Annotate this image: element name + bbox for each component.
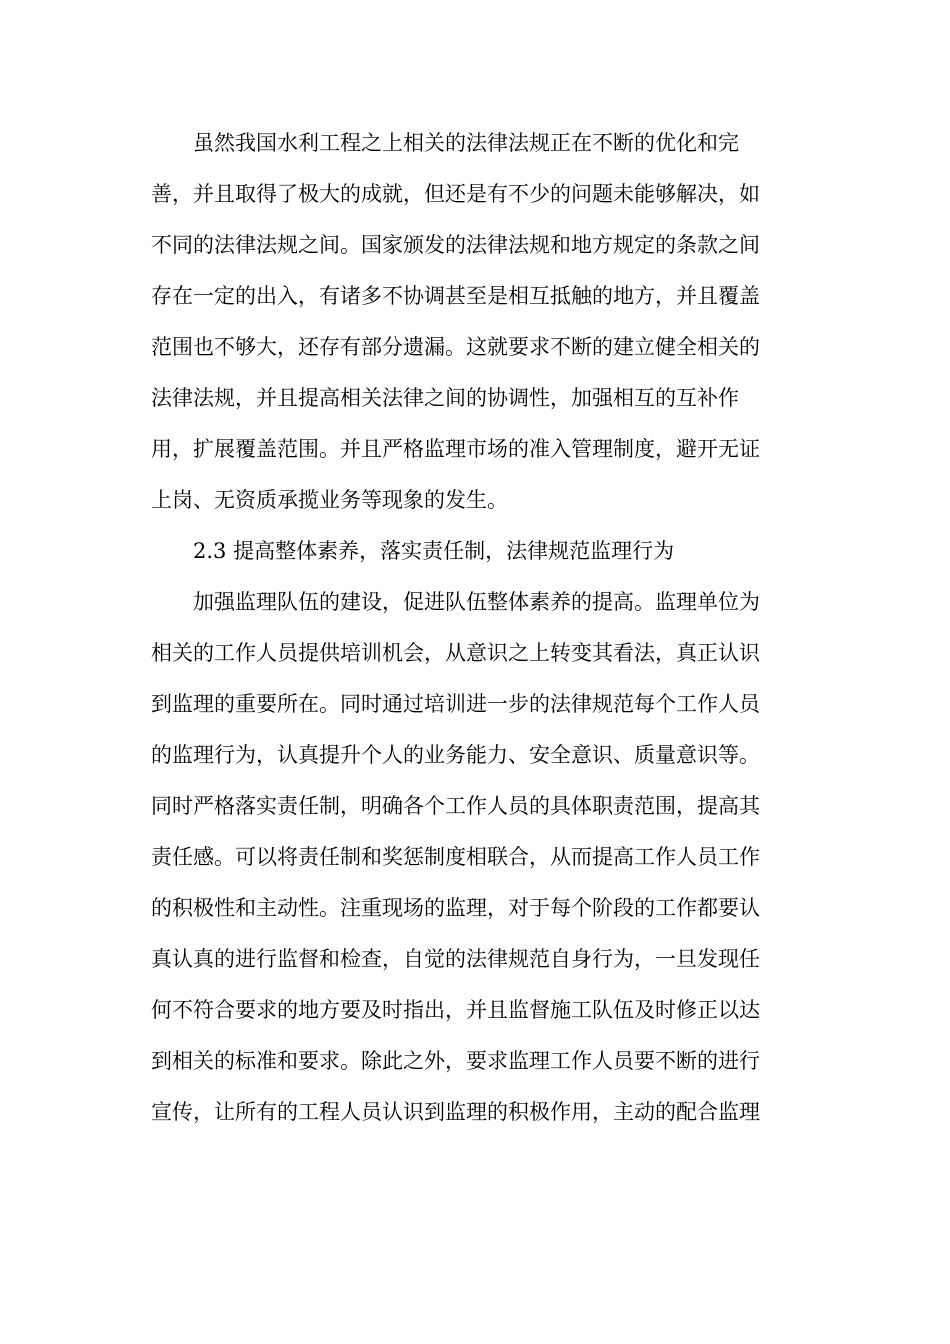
paragraph-line: 用，扩展覆盖范围。并且严格监理市场的准入管理制度，避开无证	[151, 437, 760, 461]
section-heading-text: 2.3 提高整体素养，落实责任制，法律规范监理行为	[193, 539, 675, 563]
paragraph-line: 的监理行为，认真提升个人的业务能力、安全意识、质量意识等。	[151, 743, 760, 767]
paragraph-line: 宣传，让所有的工程人员认识到监理的积极作用，主动的配合监理	[151, 1100, 760, 1124]
paragraph-supervision-team	[151, 577, 811, 1138]
paragraph-line: 范围也不够大，还存有部分遗漏。这就要求不断的建立健全相关的	[151, 335, 760, 359]
paragraph-line: 真认真的进行监督和检查，自觉的法律规范自身行为，一旦发现任	[151, 947, 760, 971]
section-heading	[151, 526, 811, 577]
document-body	[151, 118, 811, 1138]
paragraph-line: 虽然我国水利工程之上相关的法律法规正在不断的优化和完	[193, 131, 739, 155]
paragraph-line: 同时严格落实责任制，明确各个工作人员的具体职责范围，提高其	[151, 794, 760, 818]
paragraph-line: 责任感。可以将责任制和奖惩制度相联合，从而提高工作人员工作	[151, 845, 760, 869]
paragraph-line: 何不符合要求的地方要及时指出，并且监督施工队伍及时修正以达	[151, 998, 760, 1022]
paragraph-line: 的积极性和主动性。注重现场的监理，对于每个阶段的工作都要认	[151, 896, 760, 920]
paragraph-line: 存在一定的出入，有诸多不协调甚至是相互抵触的地方，并且覆盖	[151, 284, 760, 308]
paragraph-line: 不同的法律法规之间。国家颁发的法律法规和地方规定的条款之间	[151, 233, 760, 257]
paragraph-line: 到监理的重要所在。同时通过培训进一步的法律规范每个工作人员	[151, 692, 760, 716]
paragraph-line: 上岗、无资质承揽业务等现象的发生。	[151, 488, 508, 512]
paragraph-line: 善，并且取得了极大的成就，但还是有不少的问题未能够解决，如	[151, 182, 760, 206]
paragraph-line: 相关的工作人员提供培训机会，从意识之上转变其看法，真正认识	[151, 641, 760, 665]
paragraph-line: 加强监理队伍的建设，促进队伍整体素养的提高。监理单位为	[193, 590, 760, 614]
paragraph-line: 到相关的标准和要求。除此之外，要求监理工作人员要不断的进行	[151, 1049, 760, 1073]
paragraph-legal-framework	[151, 118, 811, 526]
paragraph-line: 法律法规，并且提高相关法律之间的协调性，加强相互的互补作	[151, 386, 739, 410]
